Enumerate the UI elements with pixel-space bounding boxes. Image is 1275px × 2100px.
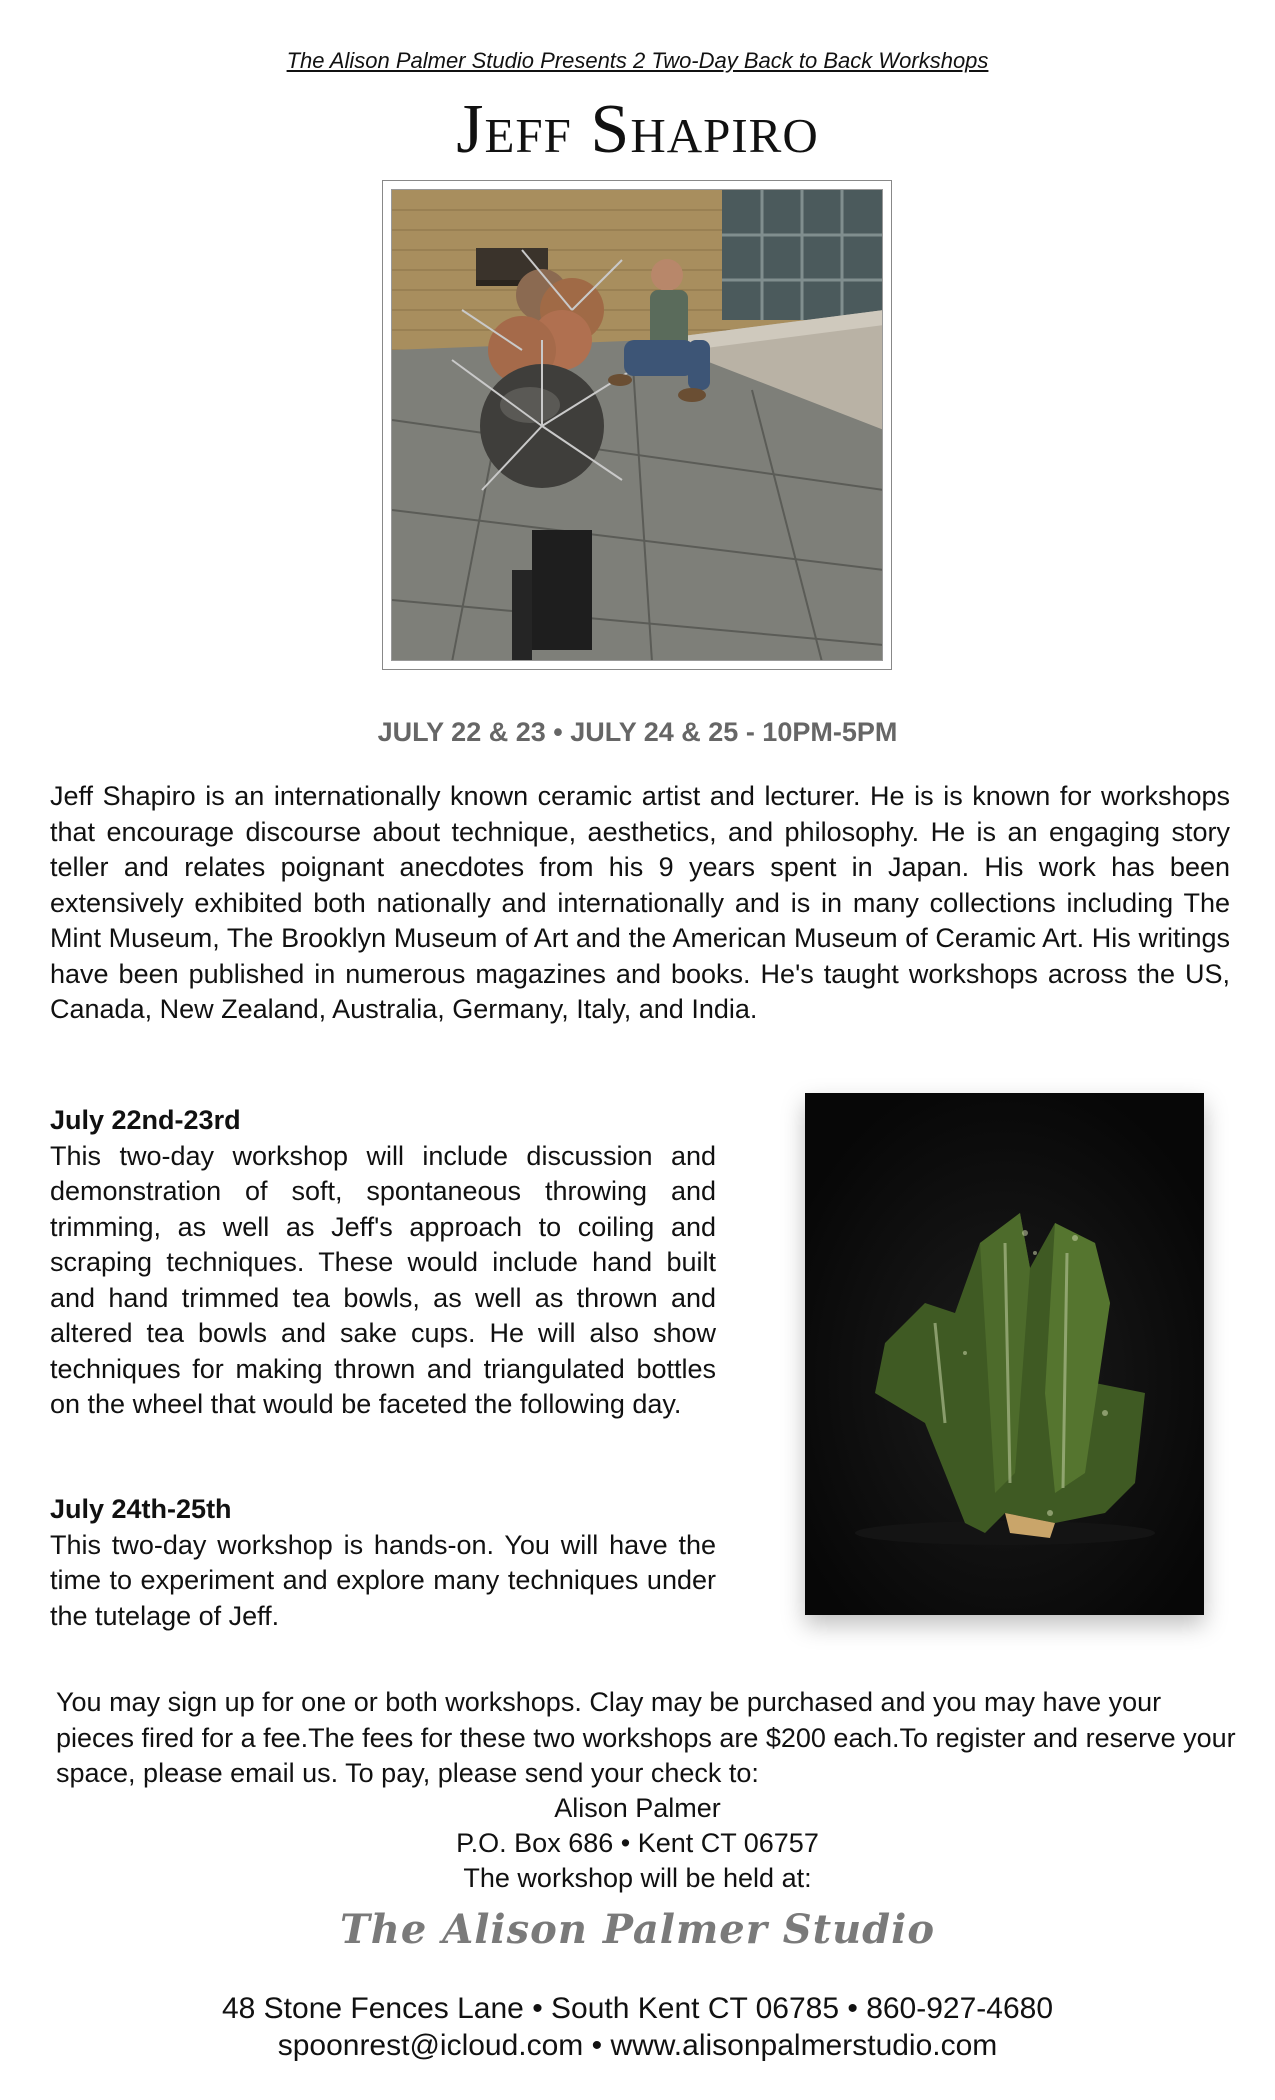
ceramic-piece-photo	[805, 1093, 1204, 1615]
signup-info: You may sign up for one or both workshops. Clay may be purchased and you may have your pieces fired for a fee.The fees for these two workshops are $200 each.To register and reserve your space, please email us. To pay, please send your check to:	[56, 1687, 1236, 1788]
mailing-address: P.O. Box 686 • Kent CT 06757	[456, 1828, 819, 1858]
mailing-name: Alison Palmer	[554, 1793, 721, 1823]
artist-photo-frame	[382, 180, 892, 670]
presents-line: The Alison Palmer Studio Presents 2 Two-Day Back to Back Workshops	[286, 48, 989, 73]
ceramic-sculpture-icon	[805, 1093, 1204, 1615]
artist-bio: Jeff Shapiro is an internationally known ceramic artist and lecturer. He is is known for workshops that encourage discourse about technique, aesthetics, and philosophy. He is an engaging story teller and relates poignant anecdotes from his 9 years spent in Japan. His work has been extensively exhibited both nationally and internationally and is in many collections including The Mint Museum, The Brooklyn Museum of Art and the American Museum of Ceramic Art. His writings have been published in numerous magazines and books. He's taught workshops across the US, Canada, New Zealand, Australia, Germany, Italy, and India.	[50, 781, 1230, 1024]
studio-contact: spoonrest@icloud.com • www.alisonpalmerstudio.com	[277, 2029, 998, 2062]
studio-address: 48 Stone Fences Lane • South Kent CT 06785 • 860-927-4680	[221, 1992, 1054, 2025]
workshop-section-1	[50, 1103, 716, 1423]
workshop-2-description: This two-day workshop is hands-on. You will have the time to experiment and explore many techniques under the tutelage of Jeff.	[50, 1529, 716, 1631]
studio-logo: The Alison Palmer Studio	[339, 1906, 936, 1953]
workshop-dates: JULY 22 & 23 • JULY 24 & 25 - 10PM-5PM	[377, 717, 898, 747]
venue-intro: The workshop will be held at:	[463, 1863, 812, 1893]
workshop-2-heading: July 24th-25th	[50, 1494, 232, 1524]
page-title: Jeff Shapiro	[456, 91, 819, 168]
workshop-section-2	[50, 1492, 716, 1634]
artist-photo-icon	[392, 190, 883, 661]
workshop-1-heading: July 22nd-23rd	[50, 1105, 241, 1135]
artist-photo	[391, 189, 883, 661]
workshop-1-description: This two-day workshop will include discussion and demonstration of soft, spontaneous throwing and trimming, as well as Jeff's approach to coiling and scraping techniques. These would include hand built and hand trimmed tea bowls, as well as thrown and altered tea bowls and sake cups. He will also show techniques for making thrown and triangulated bottles on the wheel that would be faceted the following day.	[50, 1140, 716, 1419]
